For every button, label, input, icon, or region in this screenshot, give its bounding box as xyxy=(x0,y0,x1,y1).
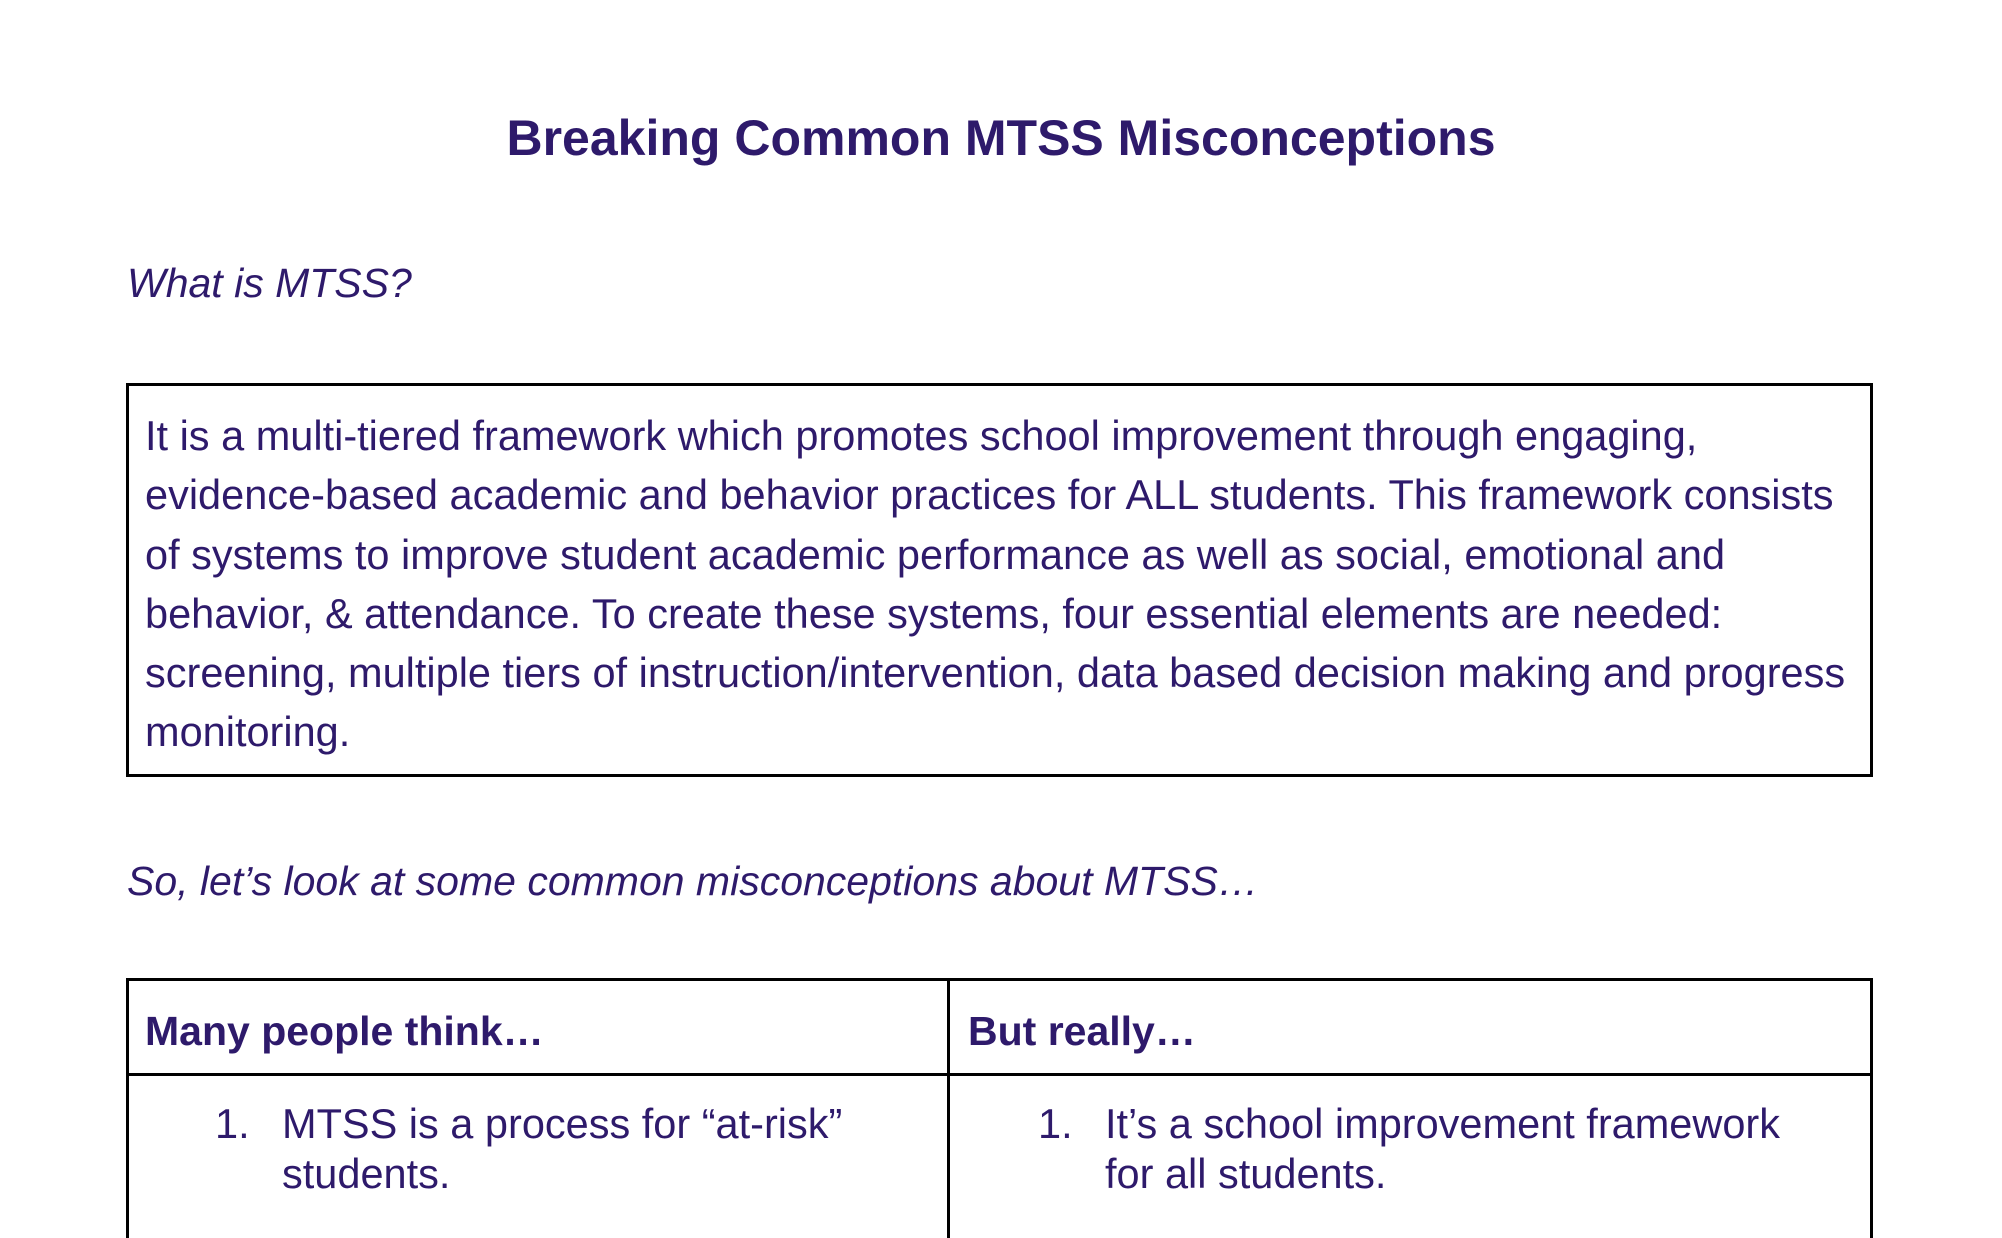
table-header-but-really: But really… xyxy=(968,1008,1196,1054)
table-header-divider xyxy=(129,1073,1870,1076)
table-column-divider xyxy=(947,981,950,1238)
definition-box xyxy=(126,383,1873,777)
misconceptions-intro-heading: So, let’s look at some common misconceptions about MTSS… xyxy=(127,858,1259,904)
reality-text: It’s a school improvement framework for all students. xyxy=(1105,1100,1781,1197)
what-is-mtss-heading: What is MTSS? xyxy=(127,260,412,306)
misconception-text: MTSS is a process for “at-risk” students. xyxy=(282,1100,843,1197)
misconceptions-table xyxy=(126,978,1873,1238)
list-number: 1. xyxy=(215,1100,250,1147)
definition-text: It is a multi-tiered framework which promotes school improvement through engaging, evidence-based academic and behavior practices for ALL students. This framework consists of systems to improve student academic performance as well as social, emotional and behavior, & attendance. To create these systems, four essential elements are needed: screening, multiple tiers of instruction/intervention, data based decision making and progress monitoring. xyxy=(145,412,1846,756)
page-title: Breaking Common MTSS Misconceptions xyxy=(506,110,1496,166)
list-number: 1. xyxy=(1038,1100,1073,1147)
table-header-many-people-think: Many people think… xyxy=(145,1008,544,1054)
